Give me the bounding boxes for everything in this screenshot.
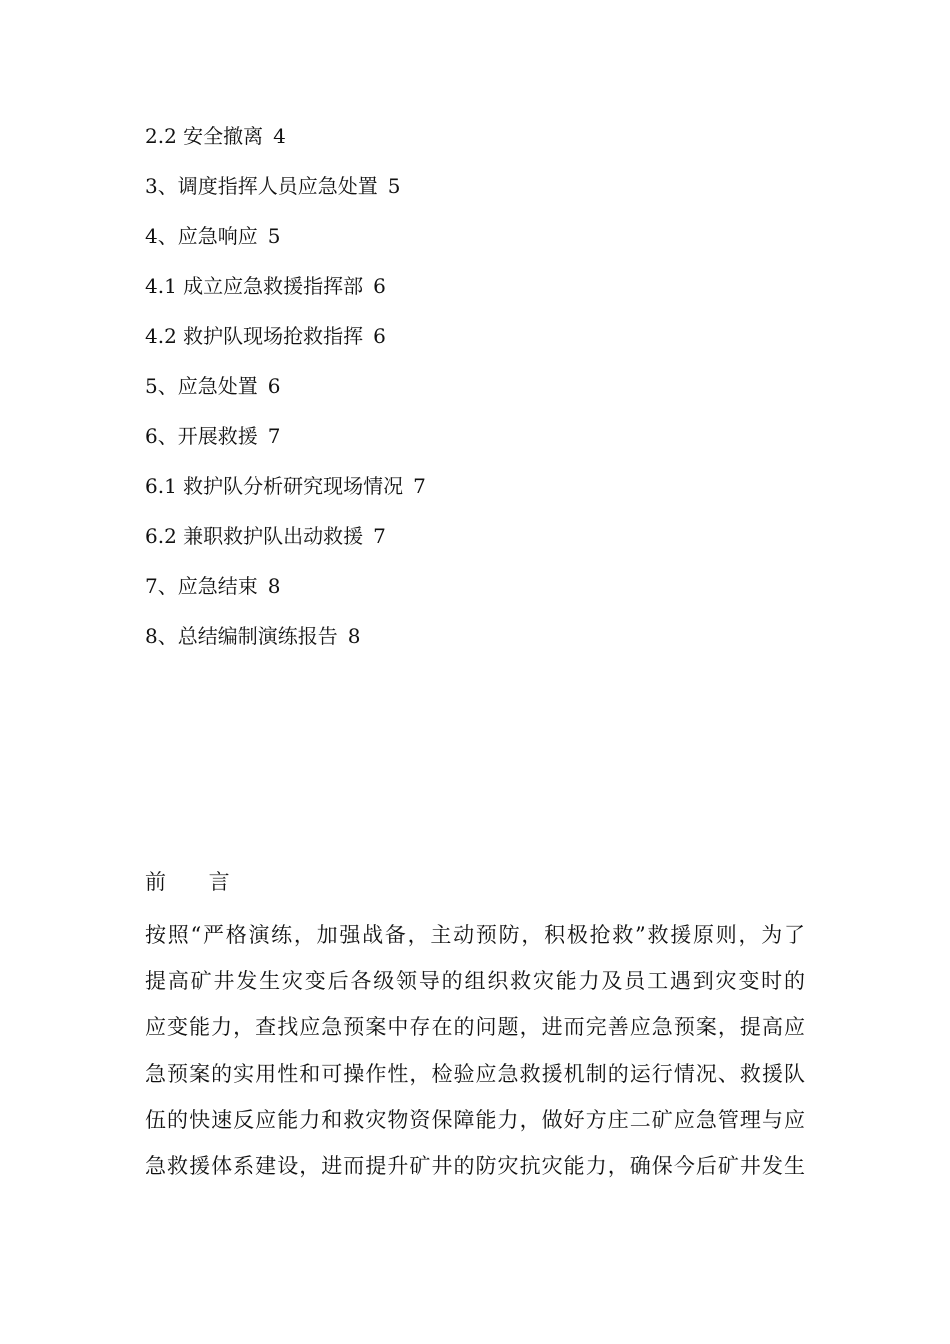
toc-entry-label: 5、应急处置 <box>145 374 258 398</box>
toc-entry-label: 4.2 救护队现场抢救指挥 <box>145 324 364 348</box>
toc-entry-page: 8 <box>267 574 281 598</box>
toc-entry <box>145 168 825 218</box>
toc-entry <box>145 618 825 668</box>
preface-line: 应变能力，查找应急预案中存在的问题，进而完善应急预案，提高应 <box>145 1015 805 1040</box>
toc-entry <box>145 268 825 318</box>
preface-line: 急预案的实用性和可操作性，检验应急救援机制的运行情况、救援队 <box>145 1061 805 1086</box>
toc-entry-page: 6 <box>373 324 386 348</box>
toc-entry-page: 8 <box>347 624 361 648</box>
toc-entry-page: 5 <box>267 224 281 248</box>
toc-entry-label: 7、应急结束 <box>145 574 258 598</box>
toc-entry-page: 6 <box>267 374 281 398</box>
toc-entry <box>145 568 825 618</box>
toc-entry-page: 6 <box>373 274 386 298</box>
toc-entry-label: 2.2 安全撤离 <box>145 124 264 148</box>
toc-entry-label: 6.2 兼职救护队出动救援 <box>145 524 364 548</box>
toc-entry <box>145 368 825 418</box>
preface-line: 伍的快速反应能力和救灾物资保障能力，做好方庄二矿应急管理与应 <box>145 1107 805 1132</box>
toc-entry-label: 6.1 救护队分析研究现场情况 <box>145 474 404 498</box>
toc-entry-page: 7 <box>413 474 426 498</box>
toc-entry-page: 5 <box>387 174 401 198</box>
preface-line: 提高矿井发生灾变后各级领导的组织救灾能力及员工遇到灾变时的 <box>145 969 805 994</box>
toc-entry <box>145 518 825 568</box>
toc-entry <box>145 118 825 168</box>
toc-entry-page: 7 <box>373 524 386 548</box>
toc-entry-label: 6、开展救援 <box>145 424 258 448</box>
toc-entry-label: 8、总结编制演练报告 <box>145 624 338 648</box>
toc-entry-label: 4.1 成立应急救援指挥部 <box>145 274 364 298</box>
preface-title: 前 言 <box>145 870 248 894</box>
preface-line: 按照“严格演练，加强战备，主动预防，积极抢救”救援原则，为了 <box>145 923 805 947</box>
toc-entry-page: 7 <box>267 424 281 448</box>
table-of-contents <box>145 118 825 668</box>
toc-entry-label: 4、应急响应 <box>145 224 258 248</box>
toc-entry-label: 3、调度指挥人员应急处置 <box>145 174 378 198</box>
toc-entry <box>145 218 825 268</box>
toc-entry <box>145 468 825 518</box>
toc-entry <box>145 418 825 468</box>
preface-line: 急救援体系建设，进而提升矿井的防灾抗灾能力，确保今后矿井发生 <box>145 1153 805 1178</box>
toc-entry-page: 4 <box>273 124 286 148</box>
toc-entry <box>145 318 825 368</box>
preface-body <box>145 912 805 1189</box>
